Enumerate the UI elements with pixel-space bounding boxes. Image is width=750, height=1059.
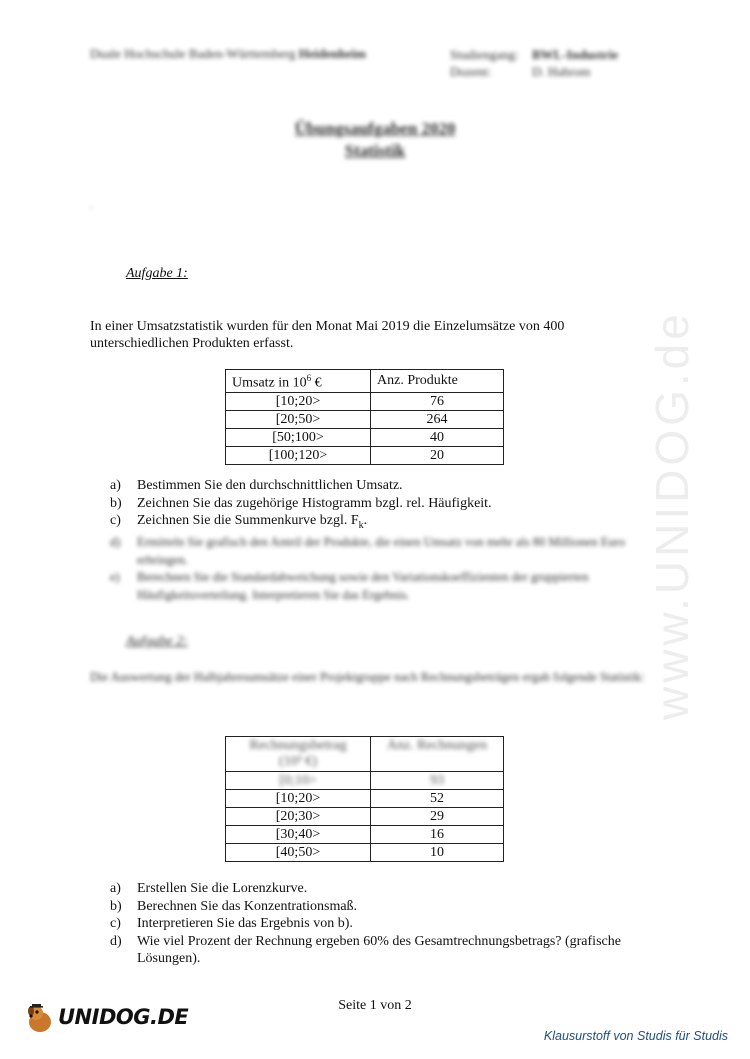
title-line-1: Übungsaufgaben 2020	[294, 119, 456, 138]
course-value: BWL-Industrie	[532, 47, 618, 62]
task1-intro-line-1: In einer Umsatzstatistik wurden für den Monat Mai 2019 die Einzelumsätze von 400	[90, 319, 565, 334]
task1-intro-line-2: unterschiedlichen Produkten erfasst.	[90, 336, 294, 351]
table-row: [20;30> 29	[226, 808, 504, 826]
question-b: b) Zeichnen Sie das zugehörige Histogramm bzgl. rel. Häufigkeit.	[110, 495, 492, 511]
task2-intro: Die Auswertung der Halbjahresumsätze einer Projektgruppe nach Rechnungsbeträgen ergab folgende Statistik:	[90, 670, 645, 684]
brand-logo[interactable]	[22, 1000, 58, 1041]
page-number: Seite 1 von 2	[338, 998, 412, 1013]
brand-name[interactable]: UNIDOG.DE	[58, 1005, 189, 1029]
question-d: d) Ermitteln Sie grafisch den Anteil der Produkte, die einen Umsatz von mehr als 80 Millionen Euro erbringen.	[110, 535, 626, 567]
institution-header	[90, 46, 366, 62]
col-header-invoices: Anz. Rechnungen	[371, 737, 504, 772]
table-row: [10;20> 76	[226, 392, 504, 410]
table-row: [10;20> 52	[226, 790, 504, 808]
institution-prefix: Duale Hochschule Baden-Württemberg	[90, 46, 296, 61]
question-b: b) Berechnen Sie das Konzentrationsmaß.	[110, 898, 358, 914]
table-row: [50;100> 40	[226, 428, 504, 446]
question-c: c) Interpretieren Sie das Ergebnis von b).	[110, 916, 353, 931]
table-row: [20;50> 264	[226, 410, 504, 428]
course-info	[450, 46, 618, 80]
task2-table	[225, 736, 504, 862]
task1-questions	[110, 477, 670, 604]
col-header-revenue: Umsatz in $10^6$ €	[226, 370, 371, 393]
table-row: [30;40> 16	[226, 826, 504, 844]
question-c: c) Zeichnen Sie die Summenkurve bzgl. $F_k$.	[110, 513, 368, 531]
question-a: a) Erstellen Sie die Lorenzkurve.	[110, 881, 308, 896]
task1-intro	[90, 318, 650, 352]
course-label: Studiengang:	[450, 47, 519, 62]
table-row: [40;50> 10	[226, 844, 504, 862]
task1-heading: Aufgabe 1:	[126, 266, 188, 281]
table-row: [100;120> 20	[226, 446, 504, 464]
slogan: Klausurstoff von Studis für Studis	[543, 1029, 728, 1043]
question-a: a) Bestimmen Sie den durchschnittlichen Umsatz.	[110, 478, 403, 493]
table-header-row	[226, 737, 504, 772]
task1-table	[225, 369, 504, 465]
institution-city: Heidenheim	[298, 46, 366, 61]
title-line-2: Statistik	[344, 141, 406, 160]
stray-dot: .	[90, 200, 93, 211]
task2-heading: Aufgabe 2:	[126, 634, 188, 649]
lecturer-value: D. Hahrom	[532, 64, 591, 79]
table-header-row	[226, 370, 504, 393]
watermark: www.UNIDOG.de	[646, 310, 698, 720]
dog-mascot-icon	[22, 1000, 58, 1036]
col-header-count: Anz. Produkte	[371, 370, 504, 393]
table-row: [0;10> 93	[226, 772, 504, 790]
task2-questions	[110, 880, 670, 968]
lecturer-label: Dozent:	[450, 64, 492, 79]
col-header-amount: Rechnungsbetrag (10³ €)	[226, 737, 371, 772]
question-e: e) Berechnen Sie die Standardabweichung sowie den Variationskoeffizienten der gruppierten Häufigkeitsverteilung. Interpretieren Sie das Ergebnis.	[110, 570, 589, 602]
question-d: d) Wie viel Prozent der Rechnung ergeben 60% des Gesamtrechnungsbetrags? (grafische Lösungen).	[110, 933, 621, 966]
page-title	[0, 118, 750, 162]
